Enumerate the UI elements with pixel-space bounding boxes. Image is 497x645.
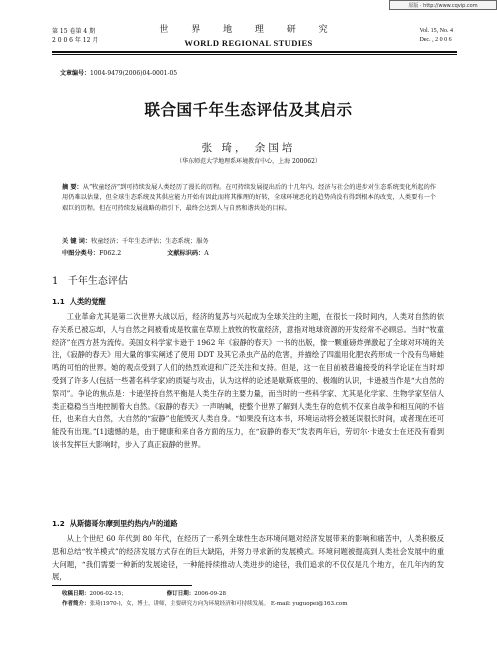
header-right xyxy=(419,27,453,45)
article-number-value: 1004-9479(2006)04-0001-05 xyxy=(90,70,178,77)
header-rule-thick xyxy=(52,51,457,53)
abstract-label: 摘 要： xyxy=(62,184,83,191)
section-heading-1 xyxy=(52,272,128,287)
keywords-text: 牧童经济；千年生态评估；生态系统；服务 xyxy=(91,238,209,245)
volume-issue-cn: 第 15 卷第 4 期 xyxy=(52,28,96,35)
classification xyxy=(62,248,436,257)
paper-title: 联合国千年生态评估及其启示 xyxy=(144,101,353,119)
source-watermark: 原版 · http://www.cqvip.com xyxy=(389,0,497,10)
clc-value: F062.2 xyxy=(99,250,122,257)
subsection-number: 1.2 xyxy=(52,519,65,528)
author-bio: 张琦(1970-)，女，博士，讲师，主要研究方向为环境经济和可持续发展。 E-mail: yuguopei@163.com xyxy=(89,601,348,607)
revised-date: 2006-09-28 xyxy=(194,591,226,597)
journal-title-en: WORLD REGIONAL STUDIES xyxy=(184,38,313,48)
abstract-text: 从“牧童经济”到可持续发展人类经历了漫长的历程。在可持续发展提出后的十几年内，经济与社会的进步对生态系统变化所起的作用仍难以估量，但全球生态系统及其供应能力开始有因此而将其推理的好转，全球环境恶化的趋势尚没有得到根本的改变，人类要有一个艰巨的历程。但在可持续发展战略的指引下，最终会达到人与自然和谐共处的目标。 xyxy=(62,184,436,212)
subsection-title: 从斯德哥尔摩到里约热内卢的道路 xyxy=(69,519,178,528)
footnote-author xyxy=(62,599,347,609)
footnote xyxy=(62,589,347,609)
doc-code-label: 文献标识码： xyxy=(167,250,205,257)
volume-issue-en: Vol. 15, No. 4 xyxy=(419,28,453,34)
date-cn: 2 0 0 6 年 12 月 xyxy=(52,37,99,44)
author-bio-label: 作者简介： xyxy=(62,601,90,607)
subsection-heading-1-1 xyxy=(52,297,106,307)
revised-label: 修订日期： xyxy=(166,591,195,597)
article-number-label: 文章编号： xyxy=(60,70,91,77)
keywords-label: 关 键 词： xyxy=(62,238,92,245)
section-title: 千年生态评估 xyxy=(67,276,128,287)
keywords xyxy=(62,236,209,245)
section-number: 1 xyxy=(52,276,59,287)
doc-code-value: A xyxy=(204,250,209,257)
date-en: Dec. , 2 0 0 6 xyxy=(419,37,452,43)
received-label: 收稿日期： xyxy=(62,591,90,597)
subsection-title: 人类的觉醒 xyxy=(69,297,106,306)
header-rule-thin xyxy=(52,54,457,55)
clc-label: 中图分类号： xyxy=(62,250,100,257)
body-paragraph-1: 工业革命尤其是第二次世界大战以后，经济的复苏与兴起成为全球关注的主题，在很长一段时间内，人类对自然的依存关系已被忘却，人与自然之间被看成是牧童在草原上放牧的牧童经济，意指对地球资源的开发经常不必顾忌。当时“牧童经济”在西方甚为流传。美国女科学家卡逊于 1962 年《寂静的春天》一书的出版，像一颗重磅炸弹激起了全球对环境的关注，《寂静的春天》用大量的事实阐述了使用 DDT 及其它杀虫产品的危害，并描绘了四滥用化肥农药形成一个没有鸟啼蛙鸣的可怕的世界。她的观点受到了人们的热烈欢迎和广泛关注和支持。但是，这一在目前被普遍接受的科学论证在当时却受到了许多人(包括一些著名科学家)的质疑与攻击，认为这样的论述是歇斯底里的、极端的认识，卡逊被当作是“大自然的祭司”。争论的焦点是：卡逊坚持自然平衡是人类生存的主要力量，而当时的一些科学家、尤其是化学家、生物学家坚信人类正稳稳当当地控制着大自然。《寂静的春天》一声呐喊，使整个世界了解到人类生存的危机不仅来自战争和相互间的不信任，也来自大自然，大自然的“寂静”也能毁灭人类自身。“如果没有这本书，环境运动将会被延误很长时间，或者现在还可能没有出现。”[1]遗憾的是，由于健康和来自各方面的压力，在“寂静的春天”发表两年后，劳切尔·卡逊女士在还没有看到该书发挥巨大影响时，步入了真正寂静的世界。 xyxy=(52,312,444,449)
footnote-dates xyxy=(62,589,347,599)
article-number xyxy=(60,68,177,77)
body-paragraph-2: 从上个世纪 60 年代到 80 年代，在经历了一系列全球性生态环境问题对经济发展带来的影响和痛苦中，人类积极反思和总结“牧羊模式”的经济发展方式存在的巨大缺陷，并努力寻求新的发展模式。环境问题被提高到人类社会发展中的重大问题，“我们需要一种新的发展途径，一种能持续推动人类进步的途径，我们追求的不仅仅是几个地方，在几年内的发展， xyxy=(52,534,444,582)
footnote-rule xyxy=(52,585,192,586)
journal-title-cn: 世 界 地 理 研 究 xyxy=(159,25,338,35)
authors: 张 琦， 余国培 xyxy=(201,142,296,154)
subsection-number: 1.1 xyxy=(52,297,65,306)
abstract xyxy=(62,183,436,214)
subsection-heading-1-2 xyxy=(52,519,178,529)
affiliation: （华东师范大学地理系环境教育中心，上海 200062） xyxy=(176,158,321,165)
received-date: 2006-02-15； xyxy=(89,591,127,597)
